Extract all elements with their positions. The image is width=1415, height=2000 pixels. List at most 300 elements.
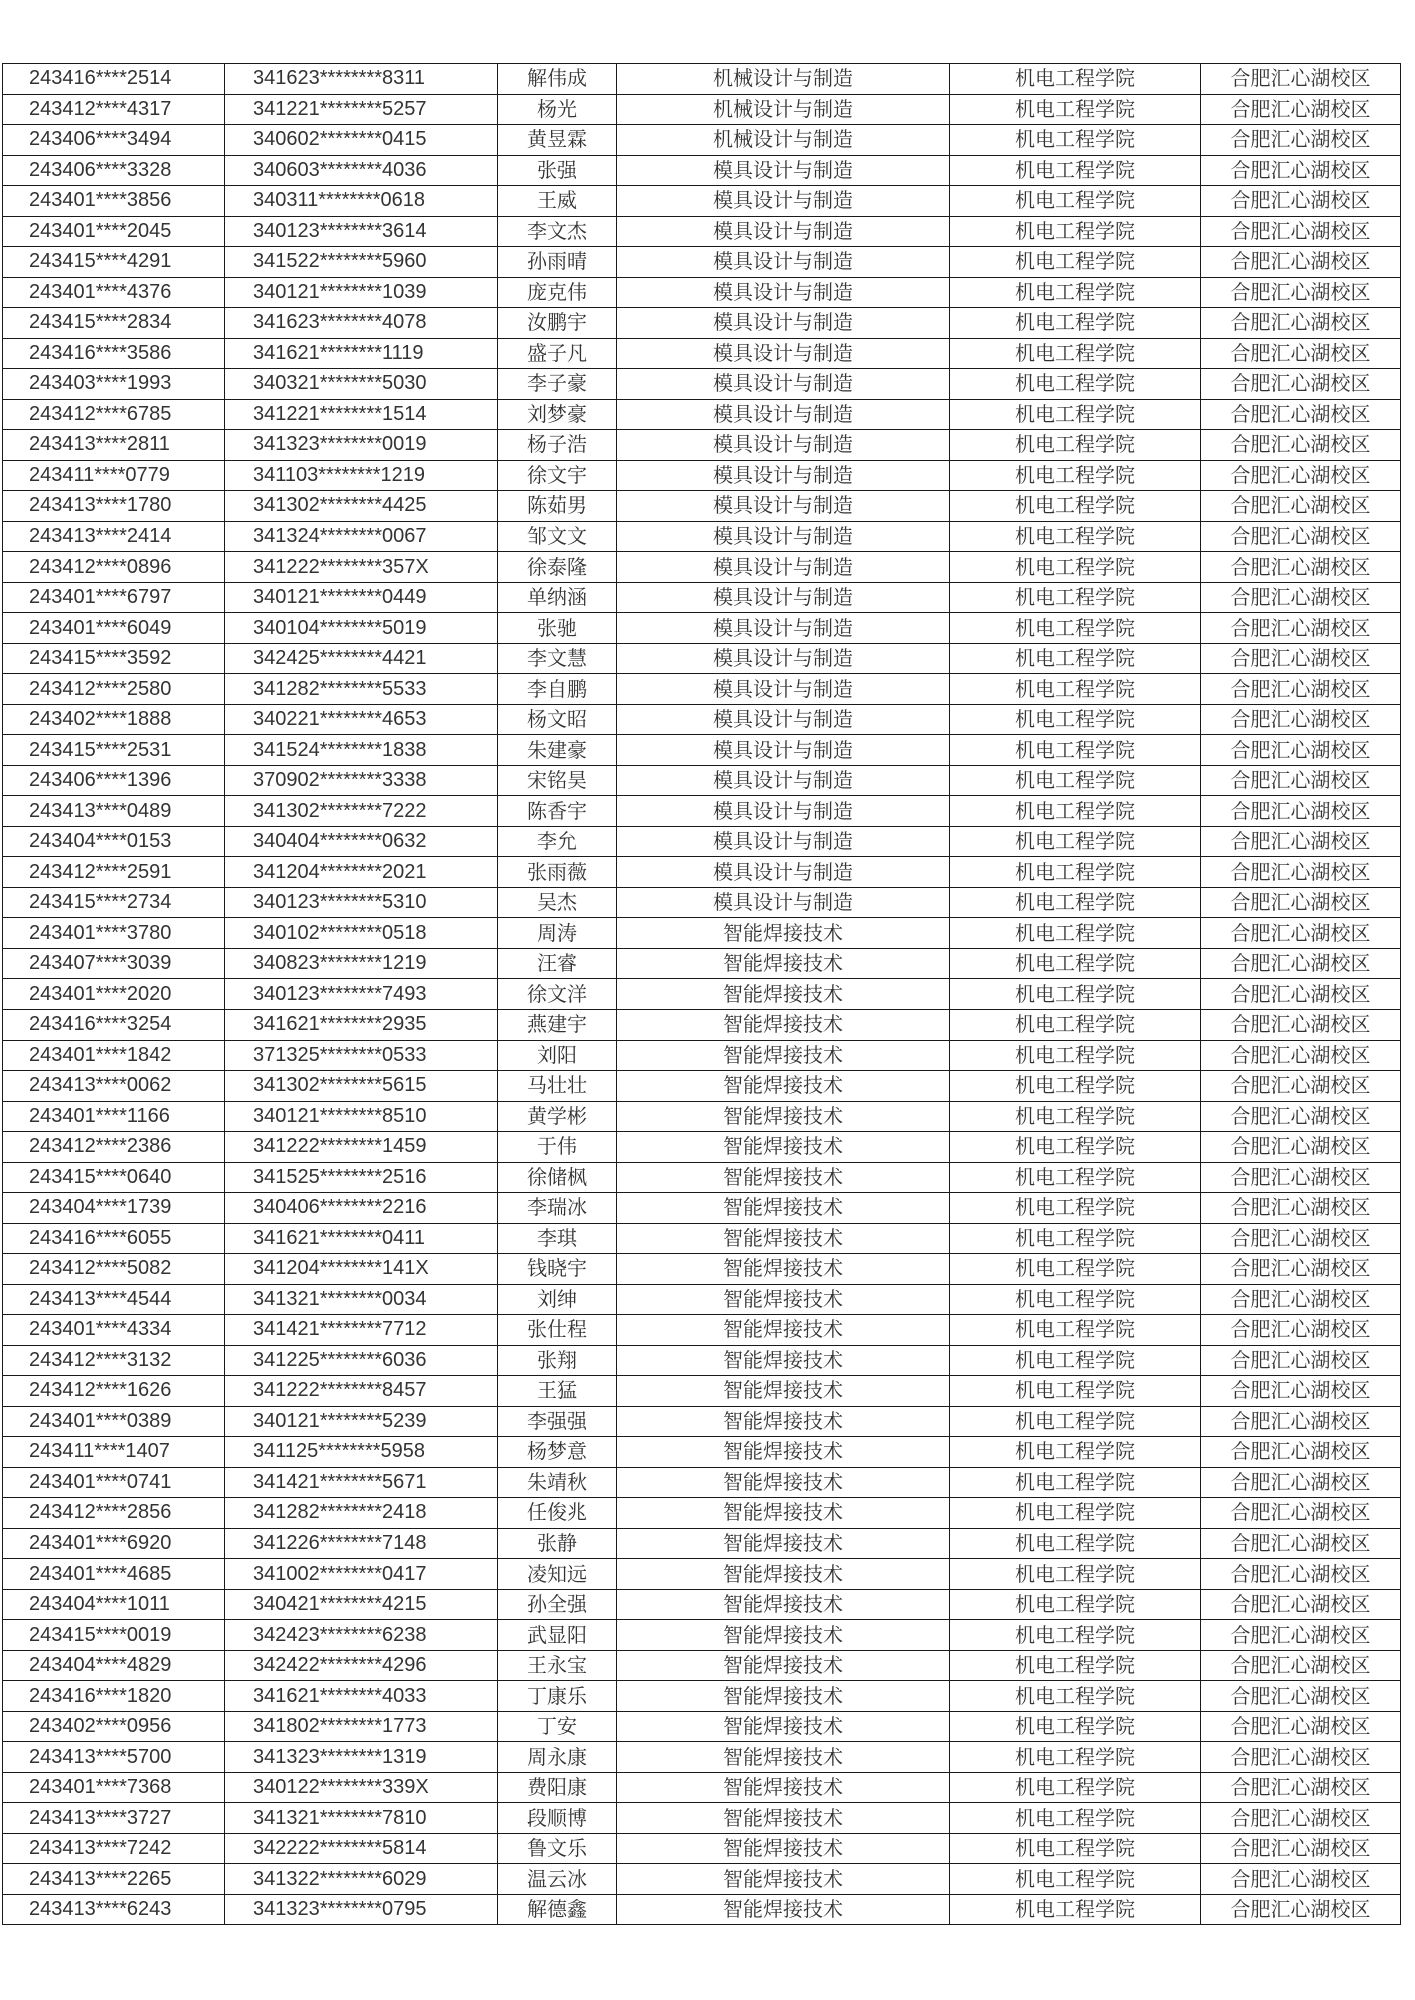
campus-cell: 合肥汇心湖校区 (1201, 582, 1401, 613)
table-row (3, 94, 1401, 125)
college-cell: 机电工程学院 (950, 1009, 1201, 1040)
exam-number-cell: 243401****2045 (3, 216, 225, 247)
name-cell: 刘绅 (498, 1284, 617, 1315)
exam-number-cell: 243401****3856 (3, 186, 225, 217)
table-row (3, 1223, 1401, 1254)
name-cell: 杨梦意 (498, 1437, 617, 1468)
campus-cell: 合肥汇心湖校区 (1201, 765, 1401, 796)
major-cell: 智能焊接技术 (617, 1559, 950, 1590)
college-cell: 机电工程学院 (950, 887, 1201, 918)
campus-cell: 合肥汇心湖校区 (1201, 1467, 1401, 1498)
table-row (3, 1650, 1401, 1681)
id-number-cell: 340603********4036 (225, 155, 498, 186)
campus-cell: 合肥汇心湖校区 (1201, 1803, 1401, 1834)
id-number-cell: 341323********0019 (225, 430, 498, 461)
id-number-cell: 341222********1459 (225, 1132, 498, 1163)
major-cell: 模具设计与制造 (617, 674, 950, 705)
id-number-cell: 340321********5030 (225, 369, 498, 400)
exam-number-cell: 243415****4291 (3, 247, 225, 278)
college-cell: 机电工程学院 (950, 308, 1201, 339)
name-cell: 张驰 (498, 613, 617, 644)
campus-cell: 合肥汇心湖校区 (1201, 338, 1401, 369)
id-number-cell: 341302********4425 (225, 491, 498, 522)
table-row (3, 277, 1401, 308)
name-cell: 朱靖秋 (498, 1467, 617, 1498)
exam-number-cell: 243406****3494 (3, 125, 225, 156)
campus-cell: 合肥汇心湖校区 (1201, 1498, 1401, 1529)
college-cell: 机电工程学院 (950, 918, 1201, 949)
table-row (3, 1742, 1401, 1773)
campus-cell: 合肥汇心湖校区 (1201, 826, 1401, 857)
major-cell: 智能焊接技术 (617, 1406, 950, 1437)
id-number-cell: 342425********4421 (225, 643, 498, 674)
college-cell: 机电工程学院 (950, 1315, 1201, 1346)
table-row (3, 1864, 1401, 1895)
major-cell: 智能焊接技术 (617, 1742, 950, 1773)
name-cell: 张翔 (498, 1345, 617, 1376)
college-cell: 机电工程学院 (950, 1040, 1201, 1071)
campus-cell: 合肥汇心湖校区 (1201, 1589, 1401, 1620)
name-cell: 丁安 (498, 1711, 617, 1742)
campus-cell: 合肥汇心湖校区 (1201, 1132, 1401, 1163)
major-cell: 模具设计与制造 (617, 338, 950, 369)
college-cell: 机电工程学院 (950, 460, 1201, 491)
college-cell: 机电工程学院 (950, 1437, 1201, 1468)
college-cell: 机电工程学院 (950, 1132, 1201, 1163)
exam-number-cell: 243413****0489 (3, 796, 225, 827)
exam-number-cell: 243401****0741 (3, 1467, 225, 1498)
major-cell: 智能焊接技术 (617, 1101, 950, 1132)
id-number-cell: 341302********5615 (225, 1071, 498, 1102)
college-cell: 机电工程学院 (950, 399, 1201, 430)
campus-cell: 合肥汇心湖校区 (1201, 1437, 1401, 1468)
college-cell: 机电工程学院 (950, 1376, 1201, 1407)
major-cell: 模具设计与制造 (617, 460, 950, 491)
major-cell: 模具设计与制造 (617, 857, 950, 888)
name-cell: 黄昱霖 (498, 125, 617, 156)
name-cell: 汝鹏宇 (498, 308, 617, 339)
table-row (3, 1284, 1401, 1315)
exam-number-cell: 243401****3780 (3, 918, 225, 949)
exam-number-cell: 243415****0019 (3, 1620, 225, 1651)
major-cell: 模具设计与制造 (617, 735, 950, 766)
name-cell: 张仕程 (498, 1315, 617, 1346)
major-cell: 智能焊接技术 (617, 1620, 950, 1651)
campus-cell: 合肥汇心湖校区 (1201, 1620, 1401, 1651)
major-cell: 模具设计与制造 (617, 216, 950, 247)
exam-number-cell: 243413****1780 (3, 491, 225, 522)
id-number-cell: 341204********2021 (225, 857, 498, 888)
id-number-cell: 340121********0449 (225, 582, 498, 613)
campus-cell: 合肥汇心湖校区 (1201, 1894, 1401, 1925)
table-row (3, 1437, 1401, 1468)
major-cell: 智能焊接技术 (617, 1193, 950, 1224)
major-cell: 模具设计与制造 (617, 155, 950, 186)
exam-number-cell: 243401****2020 (3, 979, 225, 1010)
campus-cell: 合肥汇心湖校区 (1201, 887, 1401, 918)
id-number-cell: 341226********7148 (225, 1528, 498, 1559)
exam-number-cell: 243415****0640 (3, 1162, 225, 1193)
id-number-cell: 341421********5671 (225, 1467, 498, 1498)
name-cell: 张雨薇 (498, 857, 617, 888)
id-number-cell: 341282********5533 (225, 674, 498, 705)
table-row (3, 247, 1401, 278)
major-cell: 模具设计与制造 (617, 613, 950, 644)
major-cell: 智能焊接技术 (617, 1467, 950, 1498)
major-cell: 智能焊接技术 (617, 1223, 950, 1254)
id-number-cell: 341204********141X (225, 1254, 498, 1285)
campus-cell: 合肥汇心湖校区 (1201, 1406, 1401, 1437)
exam-number-cell: 243401****4334 (3, 1315, 225, 1346)
table-row (3, 155, 1401, 186)
college-cell: 机电工程学院 (950, 64, 1201, 95)
major-cell: 智能焊接技术 (617, 1772, 950, 1803)
campus-cell: 合肥汇心湖校区 (1201, 277, 1401, 308)
table-row (3, 369, 1401, 400)
major-cell: 模具设计与制造 (617, 796, 950, 827)
major-cell: 模具设计与制造 (617, 643, 950, 674)
exam-number-cell: 243407****3039 (3, 948, 225, 979)
major-cell: 模具设计与制造 (617, 277, 950, 308)
exam-number-cell: 243416****2514 (3, 64, 225, 95)
table-row (3, 1498, 1401, 1529)
campus-cell: 合肥汇心湖校区 (1201, 1284, 1401, 1315)
college-cell: 机电工程学院 (950, 1864, 1201, 1895)
id-number-cell: 342423********6238 (225, 1620, 498, 1651)
table-row (3, 735, 1401, 766)
college-cell: 机电工程学院 (950, 1589, 1201, 1620)
exam-number-cell: 243406****3328 (3, 155, 225, 186)
id-number-cell: 341103********1219 (225, 460, 498, 491)
name-cell: 吴杰 (498, 887, 617, 918)
table-row (3, 1315, 1401, 1346)
id-number-cell: 341421********7712 (225, 1315, 498, 1346)
major-cell: 模具设计与制造 (617, 369, 950, 400)
id-number-cell: 340104********5019 (225, 613, 498, 644)
exam-number-cell: 243404****0153 (3, 826, 225, 857)
id-number-cell: 341002********0417 (225, 1559, 498, 1590)
college-cell: 机电工程学院 (950, 857, 1201, 888)
major-cell: 智能焊接技术 (617, 979, 950, 1010)
admission-list-table (2, 63, 1401, 1925)
campus-cell: 合肥汇心湖校区 (1201, 704, 1401, 735)
exam-number-cell: 243413****7242 (3, 1833, 225, 1864)
campus-cell: 合肥汇心湖校区 (1201, 1101, 1401, 1132)
college-cell: 机电工程学院 (950, 613, 1201, 644)
exam-number-cell: 243416****3586 (3, 338, 225, 369)
table-row (3, 765, 1401, 796)
id-number-cell: 341321********0034 (225, 1284, 498, 1315)
name-cell: 宋铭昊 (498, 765, 617, 796)
campus-cell: 合肥汇心湖校区 (1201, 948, 1401, 979)
name-cell: 陈香宇 (498, 796, 617, 827)
id-number-cell: 340121********8510 (225, 1101, 498, 1132)
college-cell: 机电工程学院 (950, 1528, 1201, 1559)
name-cell: 王威 (498, 186, 617, 217)
college-cell: 机电工程学院 (950, 1620, 1201, 1651)
table-row (3, 1101, 1401, 1132)
college-cell: 机电工程学院 (950, 948, 1201, 979)
campus-cell: 合肥汇心湖校区 (1201, 979, 1401, 1010)
name-cell: 周涛 (498, 918, 617, 949)
college-cell: 机电工程学院 (950, 247, 1201, 278)
college-cell: 机电工程学院 (950, 369, 1201, 400)
id-number-cell: 340123********7493 (225, 979, 498, 1010)
id-number-cell: 341621********4033 (225, 1681, 498, 1712)
major-cell: 智能焊接技术 (617, 1162, 950, 1193)
table-row (3, 216, 1401, 247)
campus-cell: 合肥汇心湖校区 (1201, 1162, 1401, 1193)
id-number-cell: 370902********3338 (225, 765, 498, 796)
college-cell: 机电工程学院 (950, 643, 1201, 674)
table-row (3, 1772, 1401, 1803)
major-cell: 模具设计与制造 (617, 521, 950, 552)
college-cell: 机电工程学院 (950, 1894, 1201, 1925)
table-row (3, 338, 1401, 369)
campus-cell: 合肥汇心湖校区 (1201, 1833, 1401, 1864)
table-row (3, 1376, 1401, 1407)
campus-cell: 合肥汇心湖校区 (1201, 1742, 1401, 1773)
campus-cell: 合肥汇心湖校区 (1201, 1009, 1401, 1040)
id-number-cell: 341222********357X (225, 552, 498, 583)
campus-cell: 合肥汇心湖校区 (1201, 155, 1401, 186)
campus-cell: 合肥汇心湖校区 (1201, 1040, 1401, 1071)
campus-cell: 合肥汇心湖校区 (1201, 1711, 1401, 1742)
name-cell: 马壮壮 (498, 1071, 617, 1102)
name-cell: 张强 (498, 155, 617, 186)
major-cell: 模具设计与制造 (617, 491, 950, 522)
exam-number-cell: 243401****7368 (3, 1772, 225, 1803)
college-cell: 机电工程学院 (950, 1071, 1201, 1102)
table-row (3, 1711, 1401, 1742)
campus-cell: 合肥汇心湖校区 (1201, 521, 1401, 552)
table-row (3, 796, 1401, 827)
id-number-cell: 341802********1773 (225, 1711, 498, 1742)
college-cell: 机电工程学院 (950, 1254, 1201, 1285)
table-row (3, 125, 1401, 156)
table-row (3, 704, 1401, 735)
name-cell: 王永宝 (498, 1650, 617, 1681)
campus-cell: 合肥汇心湖校区 (1201, 460, 1401, 491)
exam-number-cell: 243415****2734 (3, 887, 225, 918)
name-cell: 李强强 (498, 1406, 617, 1437)
table-row (3, 1345, 1401, 1376)
college-cell: 机电工程学院 (950, 1498, 1201, 1529)
college-cell: 机电工程学院 (950, 674, 1201, 705)
table-row (3, 1254, 1401, 1285)
college-cell: 机电工程学院 (950, 1101, 1201, 1132)
major-cell: 模具设计与制造 (617, 704, 950, 735)
college-cell: 机电工程学院 (950, 704, 1201, 735)
college-cell: 机电工程学院 (950, 552, 1201, 583)
major-cell: 模具设计与制造 (617, 430, 950, 461)
major-cell: 智能焊接技术 (617, 1650, 950, 1681)
college-cell: 机电工程学院 (950, 1681, 1201, 1712)
college-cell: 机电工程学院 (950, 1772, 1201, 1803)
exam-number-cell: 243412****5082 (3, 1254, 225, 1285)
name-cell: 周永康 (498, 1742, 617, 1773)
campus-cell: 合肥汇心湖校区 (1201, 186, 1401, 217)
table-row (3, 1894, 1401, 1925)
table-row (3, 1071, 1401, 1102)
id-number-cell: 341221********5257 (225, 94, 498, 125)
table-row (3, 1132, 1401, 1163)
campus-cell: 合肥汇心湖校区 (1201, 918, 1401, 949)
campus-cell: 合肥汇心湖校区 (1201, 369, 1401, 400)
exam-number-cell: 243413****2811 (3, 430, 225, 461)
name-cell: 徐文宇 (498, 460, 617, 491)
id-number-cell: 341621********1119 (225, 338, 498, 369)
college-cell: 机电工程学院 (950, 796, 1201, 827)
name-cell: 温云冰 (498, 1864, 617, 1895)
major-cell: 智能焊接技术 (617, 1589, 950, 1620)
id-number-cell: 340602********0415 (225, 125, 498, 156)
table-row (3, 399, 1401, 430)
campus-cell: 合肥汇心湖校区 (1201, 1254, 1401, 1285)
exam-number-cell: 243403****1993 (3, 369, 225, 400)
name-cell: 李自鹏 (498, 674, 617, 705)
major-cell: 智能焊接技术 (617, 1284, 950, 1315)
table-row (3, 308, 1401, 339)
table-row (3, 1681, 1401, 1712)
campus-cell: 合肥汇心湖校区 (1201, 735, 1401, 766)
table-row (3, 613, 1401, 644)
name-cell: 凌知远 (498, 1559, 617, 1590)
id-number-cell: 341621********2935 (225, 1009, 498, 1040)
major-cell: 模具设计与制造 (617, 399, 950, 430)
table-row (3, 1589, 1401, 1620)
exam-number-cell: 243415****2531 (3, 735, 225, 766)
id-number-cell: 341324********0067 (225, 521, 498, 552)
table-body (3, 64, 1401, 1925)
exam-number-cell: 243413****2265 (3, 1864, 225, 1895)
table-row (3, 674, 1401, 705)
major-cell: 智能焊接技术 (617, 1833, 950, 1864)
campus-cell: 合肥汇心湖校区 (1201, 1071, 1401, 1102)
major-cell: 模具设计与制造 (617, 826, 950, 857)
campus-cell: 合肥汇心湖校区 (1201, 216, 1401, 247)
name-cell: 徐储枫 (498, 1162, 617, 1193)
college-cell: 机电工程学院 (950, 735, 1201, 766)
id-number-cell: 340122********339X (225, 1772, 498, 1803)
id-number-cell: 341621********0411 (225, 1223, 498, 1254)
campus-cell: 合肥汇心湖校区 (1201, 1345, 1401, 1376)
exam-number-cell: 243413****4544 (3, 1284, 225, 1315)
campus-cell: 合肥汇心湖校区 (1201, 1650, 1401, 1681)
college-cell: 机电工程学院 (950, 1711, 1201, 1742)
major-cell: 智能焊接技术 (617, 1803, 950, 1834)
campus-cell: 合肥汇心湖校区 (1201, 1193, 1401, 1224)
major-cell: 模具设计与制造 (617, 582, 950, 613)
table-row (3, 1040, 1401, 1071)
id-number-cell: 340121********5239 (225, 1406, 498, 1437)
exam-number-cell: 243401****6049 (3, 613, 225, 644)
college-cell: 机电工程学院 (950, 1223, 1201, 1254)
major-cell: 模具设计与制造 (617, 247, 950, 278)
major-cell: 模具设计与制造 (617, 887, 950, 918)
name-cell: 张静 (498, 1528, 617, 1559)
id-number-cell: 341322********6029 (225, 1864, 498, 1895)
exam-number-cell: 243411****0779 (3, 460, 225, 491)
exam-number-cell: 243412****2580 (3, 674, 225, 705)
table-row (3, 582, 1401, 613)
campus-cell: 合肥汇心湖校区 (1201, 1559, 1401, 1590)
name-cell: 刘梦豪 (498, 399, 617, 430)
college-cell: 机电工程学院 (950, 1406, 1201, 1437)
table-row (3, 1162, 1401, 1193)
table-row (3, 826, 1401, 857)
name-cell: 费阳康 (498, 1772, 617, 1803)
id-number-cell: 340221********4653 (225, 704, 498, 735)
exam-number-cell: 243416****1820 (3, 1681, 225, 1712)
college-cell: 机电工程学院 (950, 491, 1201, 522)
campus-cell: 合肥汇心湖校区 (1201, 1528, 1401, 1559)
exam-number-cell: 243401****1166 (3, 1101, 225, 1132)
major-cell: 智能焊接技术 (617, 1315, 950, 1346)
name-cell: 李琪 (498, 1223, 617, 1254)
major-cell: 智能焊接技术 (617, 948, 950, 979)
table-row (3, 979, 1401, 1010)
college-cell: 机电工程学院 (950, 1833, 1201, 1864)
name-cell: 段顺博 (498, 1803, 617, 1834)
major-cell: 模具设计与制造 (617, 308, 950, 339)
id-number-cell: 341323********1319 (225, 1742, 498, 1773)
campus-cell: 合肥汇心湖校区 (1201, 491, 1401, 522)
major-cell: 智能焊接技术 (617, 1437, 950, 1468)
campus-cell: 合肥汇心湖校区 (1201, 94, 1401, 125)
major-cell: 模具设计与制造 (617, 552, 950, 583)
name-cell: 陈茹男 (498, 491, 617, 522)
table-row (3, 1193, 1401, 1224)
exam-number-cell: 243401****0389 (3, 1406, 225, 1437)
table-row (3, 1620, 1401, 1651)
exam-number-cell: 243412****2386 (3, 1132, 225, 1163)
id-number-cell: 341222********8457 (225, 1376, 498, 1407)
college-cell: 机电工程学院 (950, 155, 1201, 186)
campus-cell: 合肥汇心湖校区 (1201, 1315, 1401, 1346)
table-row (3, 643, 1401, 674)
name-cell: 李允 (498, 826, 617, 857)
table-row (3, 460, 1401, 491)
exam-number-cell: 243413****6243 (3, 1894, 225, 1925)
id-number-cell: 340123********3614 (225, 216, 498, 247)
name-cell: 燕建宇 (498, 1009, 617, 1040)
name-cell: 李瑞冰 (498, 1193, 617, 1224)
exam-number-cell: 243413****5700 (3, 1742, 225, 1773)
exam-number-cell: 243404****1739 (3, 1193, 225, 1224)
id-number-cell: 340406********2216 (225, 1193, 498, 1224)
exam-number-cell: 243413****3727 (3, 1803, 225, 1834)
table-row (3, 521, 1401, 552)
campus-cell: 合肥汇心湖校区 (1201, 1681, 1401, 1712)
name-cell: 盛子凡 (498, 338, 617, 369)
major-cell: 智能焊接技术 (617, 1345, 950, 1376)
exam-number-cell: 243415****2834 (3, 308, 225, 339)
college-cell: 机电工程学院 (950, 1803, 1201, 1834)
name-cell: 孙雨晴 (498, 247, 617, 278)
exam-number-cell: 243412****0896 (3, 552, 225, 583)
campus-cell: 合肥汇心湖校区 (1201, 552, 1401, 583)
id-number-cell: 341323********0795 (225, 1894, 498, 1925)
exam-number-cell: 243416****6055 (3, 1223, 225, 1254)
name-cell: 任俊兆 (498, 1498, 617, 1529)
major-cell: 智能焊接技术 (617, 1009, 950, 1040)
name-cell: 杨子浩 (498, 430, 617, 461)
name-cell: 杨文昭 (498, 704, 617, 735)
id-number-cell: 340123********5310 (225, 887, 498, 918)
id-number-cell: 340121********1039 (225, 277, 498, 308)
name-cell: 邹文文 (498, 521, 617, 552)
